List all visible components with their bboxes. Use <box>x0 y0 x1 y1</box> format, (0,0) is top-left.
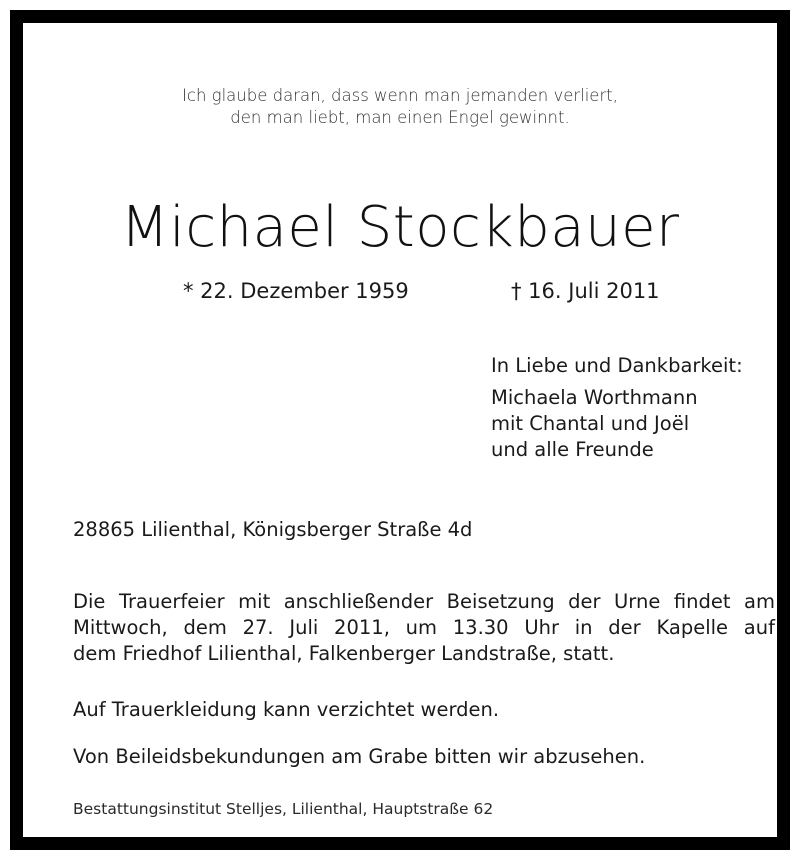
funeral-line: Die Trauerfeier mit anschließender Beisetzung der Urne findet am <box>73 590 775 613</box>
mourners-intro: In Liebe und Dankbarkeit: <box>491 354 743 377</box>
obituary-notice <box>10 10 790 850</box>
death-date: † 16. Juli 2011 <box>511 279 660 303</box>
birth-date: * 22. Dezember 1959 <box>183 279 409 303</box>
mourner-line: Michaela Worthmann <box>491 386 698 409</box>
memorial-quote <box>23 85 777 129</box>
quote-line: den man liebt, man einen Engel gewinnt. <box>230 108 570 127</box>
family-address: 28865 Lilienthal, Königsberger Straße 4d <box>73 518 473 541</box>
funeral-line: Mittwoch, dem 27. Juli 2011, um 13.30 Uhr in der Kapelle auf <box>73 616 775 639</box>
mourners-block <box>491 353 743 463</box>
mourner-line: mit Chantal und Joël <box>491 412 690 435</box>
condolences-note: Von Beileidsbekundungen am Grabe bitten wir abzusehen. <box>73 745 646 768</box>
quote-line: Ich glaube daran, dass wenn man jemanden verliert, <box>182 86 618 105</box>
mourner-line: und alle Freunde <box>491 438 654 461</box>
undertaker-info: Bestattungsinstitut Stelljes, Lilienthal, Hauptstraße 62 <box>73 800 494 818</box>
clothing-note: Auf Trauerkleidung kann verzichtet werden. <box>73 698 500 721</box>
deceased-name: Michael Stockbauer <box>120 195 680 260</box>
funeral-line: dem Friedhof Lilienthal, Falkenberger Landstraße, statt. <box>73 642 615 665</box>
funeral-details <box>73 589 775 667</box>
